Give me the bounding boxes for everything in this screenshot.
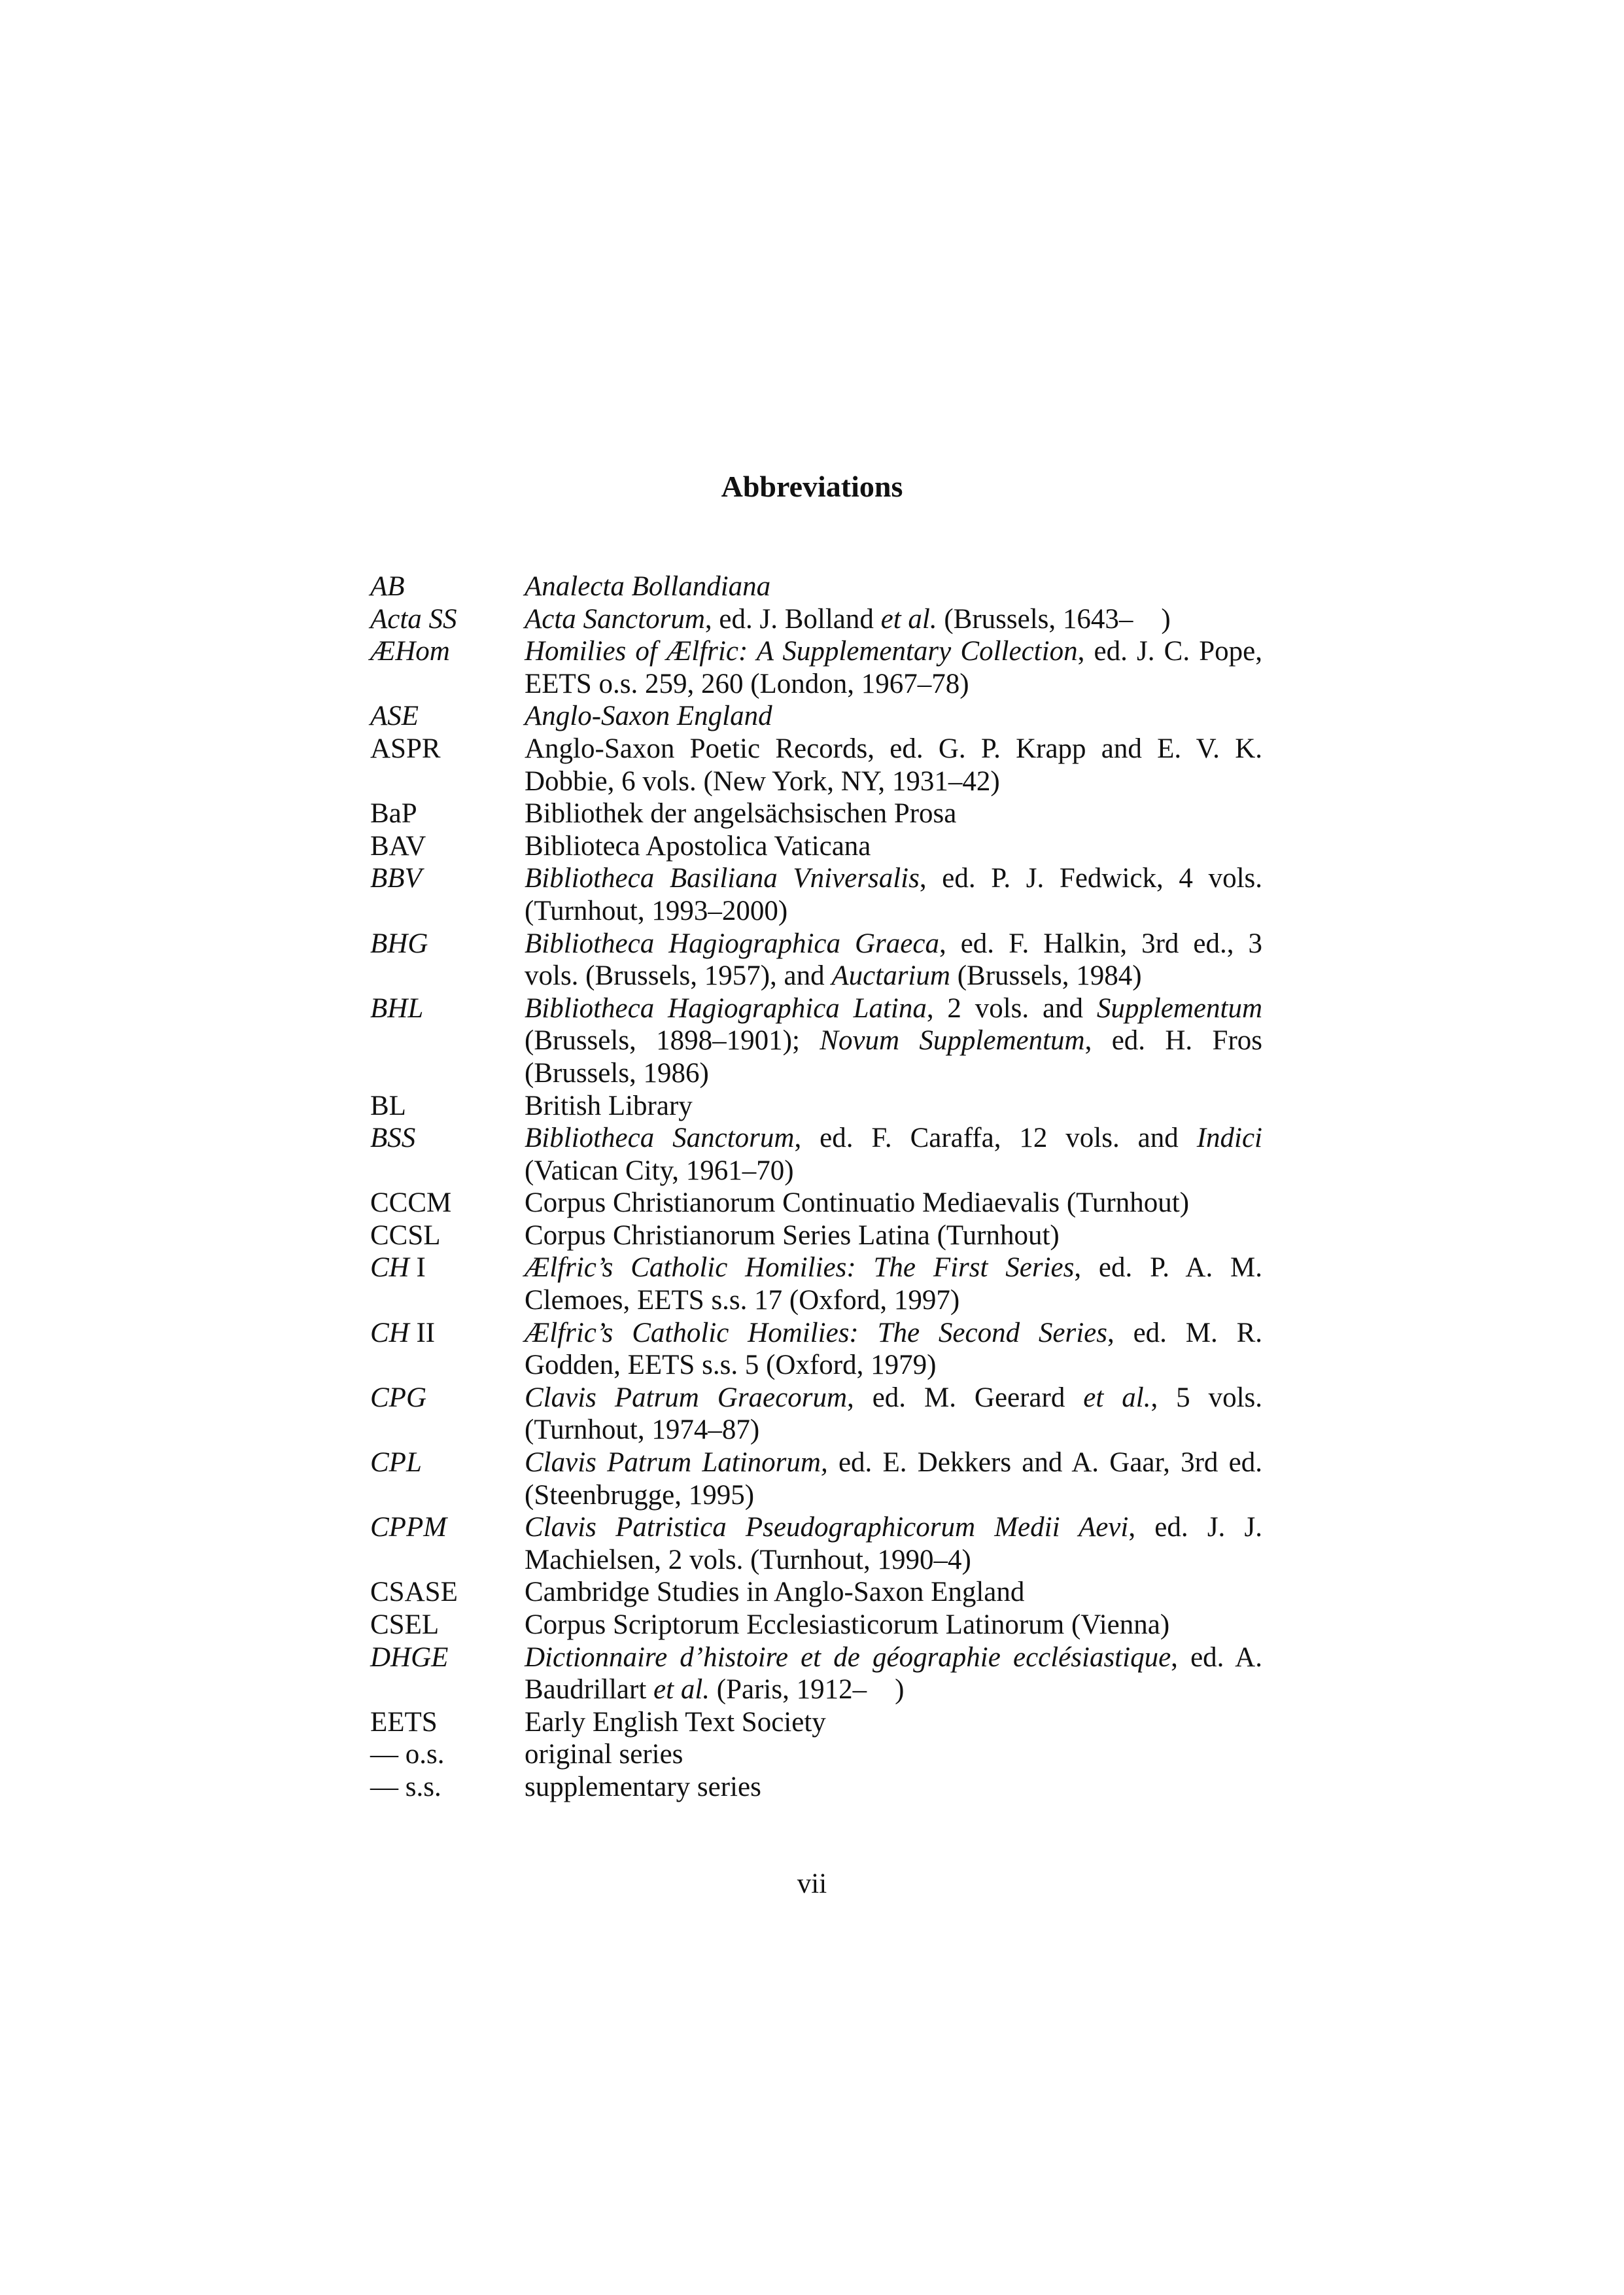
abbreviation-expansion-text: Corpus Scriptorum Ecclesiasticorum Latinorum (Vienna) — [525, 1609, 1170, 1640]
abbreviation-expansion-text: (Brussels, 1898–1901); — [525, 1025, 820, 1057]
abbreviation-expansion-text: (Brussels, 1643– ) — [937, 603, 1171, 635]
abbreviation-expansion-text: supplementary series — [525, 1771, 761, 1802]
abbreviation-term-text: BaP — [370, 798, 417, 830]
abbreviation-term — [370, 635, 525, 668]
abbreviation-entry — [370, 862, 1262, 927]
abbreviation-expansion-text: Ælfric’s Catholic Homilies: The Second Series — [525, 1317, 1108, 1348]
abbreviation-term-text: Acta SS — [370, 603, 457, 635]
abbreviation-term — [370, 733, 525, 765]
abbreviation-expansion-text: Early English Text Society — [525, 1706, 826, 1738]
abbreviation-term-text: BL — [370, 1090, 406, 1121]
abbreviation-term-text: CPL — [370, 1447, 422, 1479]
abbreviation-term-text: CH — [370, 1252, 409, 1284]
abbreviation-entry — [370, 1317, 1262, 1382]
abbreviation-expansion-text: Bibliotheca Hagiographica Graeca — [525, 928, 939, 959]
abbreviation-term — [370, 830, 525, 863]
abbreviation-expansion-text: Clavis Patrum Graecorum — [525, 1382, 848, 1413]
abbreviation-expansion — [525, 635, 1262, 700]
abbreviation-expansion-text: et al. — [880, 603, 937, 635]
abbreviation-entry — [370, 1187, 1262, 1219]
abbreviation-term — [370, 700, 525, 733]
abbreviation-expansion-text: , ed. M. R. Godden, EETS s.s. 5 (Oxford, 1979) — [525, 1317, 1263, 1381]
abbreviation-expansion — [525, 1187, 1262, 1219]
abbreviation-term-text: BHL — [370, 992, 424, 1024]
abbreviation-expansion-text: Corpus Christianorum Continuatio Mediaevalis (Turnhout) — [525, 1187, 1190, 1219]
abbreviation-term — [370, 992, 525, 1025]
abbreviation-expansion-text: , 2 vols. and — [926, 992, 1097, 1024]
abbreviation-term-text: II — [409, 1317, 436, 1348]
abbreviation-term-text: BSS — [370, 1123, 416, 1154]
abbreviation-entry — [370, 1738, 1262, 1771]
abbreviation-entry — [370, 570, 1262, 603]
abbreviation-expansion — [525, 1641, 1262, 1706]
abbreviation-expansion-text: , ed. P. A. M. Clemoes, EETS s.s. 17 (Oxford, 1997) — [525, 1252, 1262, 1316]
abbreviation-expansion-text: Bibliotheca Sanctorum — [525, 1123, 795, 1154]
abbreviation-term — [370, 570, 525, 603]
abbreviation-expansion — [525, 928, 1262, 992]
abbreviation-term — [370, 928, 525, 960]
abbreviation-entry — [370, 1382, 1262, 1446]
abbreviation-expansion-text: Indici — [1196, 1123, 1262, 1154]
abbreviation-term-text: CH — [370, 1317, 409, 1348]
abbreviation-expansion-text: , 5 vols. (Turnhout, 1974–87) — [525, 1382, 1263, 1446]
abbreviation-expansion — [525, 1122, 1262, 1187]
abbreviation-expansion — [525, 1706, 1262, 1739]
abbreviation-entry — [370, 1219, 1262, 1252]
abbreviation-term — [370, 603, 525, 636]
abbreviation-term — [370, 1187, 525, 1219]
abbreviation-entry — [370, 1446, 1262, 1511]
abbreviation-expansion — [525, 1771, 1262, 1804]
abbreviation-expansion-text: , ed. J. C. Pope, EETS o.s. 259, 260 (London, 1967–78) — [525, 636, 1263, 699]
abbreviation-expansion — [525, 733, 1262, 797]
abbreviation-expansion — [525, 797, 1262, 830]
abbreviation-term-text: BAV — [370, 830, 426, 862]
abbreviation-expansion-text: Homilies of Ælfric: A Supplementary Collection — [525, 636, 1078, 667]
abbreviation-term-text: BHG — [370, 928, 428, 959]
abbreviation-term-text: CSASE — [370, 1577, 458, 1608]
abbreviation-term-text: DHGE — [370, 1641, 449, 1673]
abbreviation-expansion-text: ed. E. Dekkers and A. Gaar, 3rd ed. (Steenbrugge, 1995) — [525, 1447, 1262, 1511]
abbreviation-term-text: EETS — [370, 1706, 438, 1738]
abbreviation-entry — [370, 1122, 1262, 1187]
abbreviation-expansion-text: et al. — [653, 1674, 710, 1706]
abbreviation-entry — [370, 1576, 1262, 1609]
abbreviation-expansion-text: , ed. A. Baudrillart — [525, 1641, 1262, 1706]
abbreviation-expansion-text: Auctarium — [831, 960, 950, 992]
abbreviation-term-text: ÆHom — [370, 636, 450, 667]
abbreviation-expansion — [525, 1738, 1262, 1771]
abbreviation-expansion — [525, 862, 1262, 927]
abbreviation-term — [370, 1122, 525, 1155]
abbreviation-expansion-text: original series — [525, 1739, 683, 1770]
abbreviation-term — [370, 1771, 525, 1804]
abbreviation-entry — [370, 1771, 1262, 1804]
abbreviation-expansion-text: Clavis Patristica Pseudographicorum Medii Aevi — [525, 1512, 1129, 1543]
abbreviation-expansion-text: Acta Sanctorum — [525, 603, 705, 635]
abbreviation-expansion-text: Anglo-Saxon England — [525, 701, 772, 732]
abbreviation-term-text: CPPM — [370, 1512, 447, 1543]
abbreviation-term-text: CSEL — [370, 1609, 440, 1640]
abbreviation-term-text: — s.s. — [370, 1771, 441, 1802]
abbreviation-term — [370, 1706, 525, 1739]
abbreviation-expansion-text: , ed. J. J. Machielsen, 2 vols. (Turnhout, 1990–4) — [525, 1512, 1262, 1575]
abbreviation-expansion-text: et al. — [1083, 1382, 1151, 1413]
abbreviations-list — [370, 570, 1262, 1804]
abbreviation-term-text: CCSL — [370, 1219, 441, 1251]
abbreviation-expansion — [525, 992, 1262, 1090]
abbreviation-expansion — [525, 570, 1262, 603]
abbreviation-expansion-text: , ed. M. Geerard — [847, 1382, 1084, 1413]
abbreviation-expansion — [525, 830, 1262, 863]
abbreviation-expansion-text: Cambridge Studies in Anglo-Saxon England — [525, 1577, 1025, 1608]
abbreviation-expansion — [525, 700, 1262, 733]
abbreviation-term-text: CCCM — [370, 1187, 452, 1219]
abbreviation-term — [370, 1382, 525, 1414]
abbreviation-term-text: I — [409, 1252, 426, 1284]
abbreviation-entry — [370, 797, 1262, 830]
abbreviation-term — [370, 1090, 525, 1123]
abbreviation-expansion — [525, 1446, 1262, 1511]
abbreviation-term — [370, 797, 525, 830]
abbreviation-expansion-text: Bibliotheca Basiliana Vniversalis — [525, 863, 920, 894]
abbreviation-expansion-text: , ed. F. Halkin, 3rd ed., 3 vols. (Brussels, 1957), and — [525, 928, 1262, 992]
abbreviation-expansion-text: (Vatican City, 1961–70) — [525, 1155, 794, 1186]
abbreviation-term-text: CPG — [370, 1382, 426, 1413]
abbreviation-expansion-text: Bibliothek der angelsächsischen Prosa — [525, 798, 957, 830]
abbreviation-entry — [370, 635, 1262, 700]
abbreviation-term — [370, 1317, 525, 1350]
page-title: Abbreviations — [721, 470, 903, 503]
abbreviation-expansion — [525, 603, 1262, 636]
abbreviation-entry — [370, 830, 1262, 863]
abbreviation-expansion-text: (Paris, 1912– ) — [710, 1674, 905, 1706]
abbreviation-expansion — [525, 1317, 1262, 1382]
abbreviation-term — [370, 1641, 525, 1674]
abbreviation-term-text: AB — [370, 571, 405, 602]
abbreviation-expansion-text: , ed. H. Fros (Brussels, 1986) — [525, 1025, 1262, 1089]
abbreviation-entry — [370, 928, 1262, 992]
abbreviation-entry — [370, 733, 1262, 797]
abbreviation-expansion — [525, 1576, 1262, 1609]
abbreviation-term — [370, 1609, 525, 1641]
abbreviation-expansion — [525, 1252, 1262, 1316]
abbreviation-entry — [370, 1706, 1262, 1739]
abbreviation-term-text: BBV — [370, 863, 422, 894]
abbreviation-expansion — [525, 1511, 1262, 1576]
abbreviation-entry — [370, 603, 1262, 636]
abbreviation-entry — [370, 1090, 1262, 1123]
abbreviation-term — [370, 1576, 525, 1609]
abbreviation-expansion-text: Biblioteca Apostolica Vaticana — [525, 830, 871, 862]
abbreviation-expansion-text: (Brussels, 1984) — [950, 960, 1142, 992]
abbreviation-term-text: ASE — [370, 701, 419, 732]
abbreviation-expansion-text: Dictionnaire d’histoire et de géographie ecclésiastique — [525, 1641, 1171, 1673]
abbreviation-expansion — [525, 1090, 1262, 1123]
abbreviation-entry — [370, 700, 1262, 733]
abbreviation-entry — [370, 992, 1262, 1090]
abbreviation-expansion-text: Ælfric’s Catholic Homilies: The First Series — [525, 1252, 1075, 1284]
abbreviation-term-text: ASPR — [370, 733, 441, 764]
abbreviation-expansion-text: , ed. P. J. Fedwick, 4 vols. (Turnhout, 1993–2000) — [525, 863, 1263, 926]
abbreviation-term — [370, 1738, 525, 1771]
abbreviation-expansion-text: Novum Supplementum — [820, 1025, 1085, 1057]
abbreviation-term-text: — o.s. — [370, 1739, 445, 1770]
abbreviation-entry — [370, 1252, 1262, 1316]
abbreviation-entry — [370, 1609, 1262, 1641]
abbreviation-expansion-text: , ed. F. Caraffa, 12 vols. and — [794, 1123, 1197, 1154]
abbreviation-term — [370, 1219, 525, 1252]
abbreviation-entry — [370, 1641, 1262, 1706]
abbreviation-expansion-text: British Library — [525, 1090, 693, 1121]
abbreviation-expansion-text: Clavis Patrum Latinorum, — [525, 1447, 828, 1479]
abbreviation-expansion-text: Analecta Bollandiana — [525, 571, 771, 602]
abbreviation-expansion — [525, 1219, 1262, 1252]
abbreviation-expansion-text: Supplementum — [1096, 992, 1262, 1024]
abbreviation-term — [370, 1446, 525, 1479]
abbreviation-term — [370, 1252, 525, 1284]
page-number: vii — [797, 1868, 827, 1899]
abbreviation-expansion-text: Anglo-Saxon Poetic Records, ed. G. P. Krapp and E. V. K. Dobbie, 6 vols. (New York, NY, 1931–42) — [525, 733, 1262, 797]
abbreviation-expansion-text: , ed. J. Bolland — [704, 603, 881, 635]
abbreviation-term — [370, 862, 525, 895]
abbreviation-expansion — [525, 1382, 1262, 1446]
abbreviation-entry — [370, 1511, 1262, 1576]
abbreviation-term — [370, 1511, 525, 1544]
abbreviation-expansion-text: Bibliotheca Hagiographica Latina — [525, 992, 927, 1024]
abbreviation-expansion — [525, 1609, 1262, 1641]
abbreviation-expansion-text: Corpus Christianorum Series Latina (Turnhout) — [525, 1219, 1060, 1251]
